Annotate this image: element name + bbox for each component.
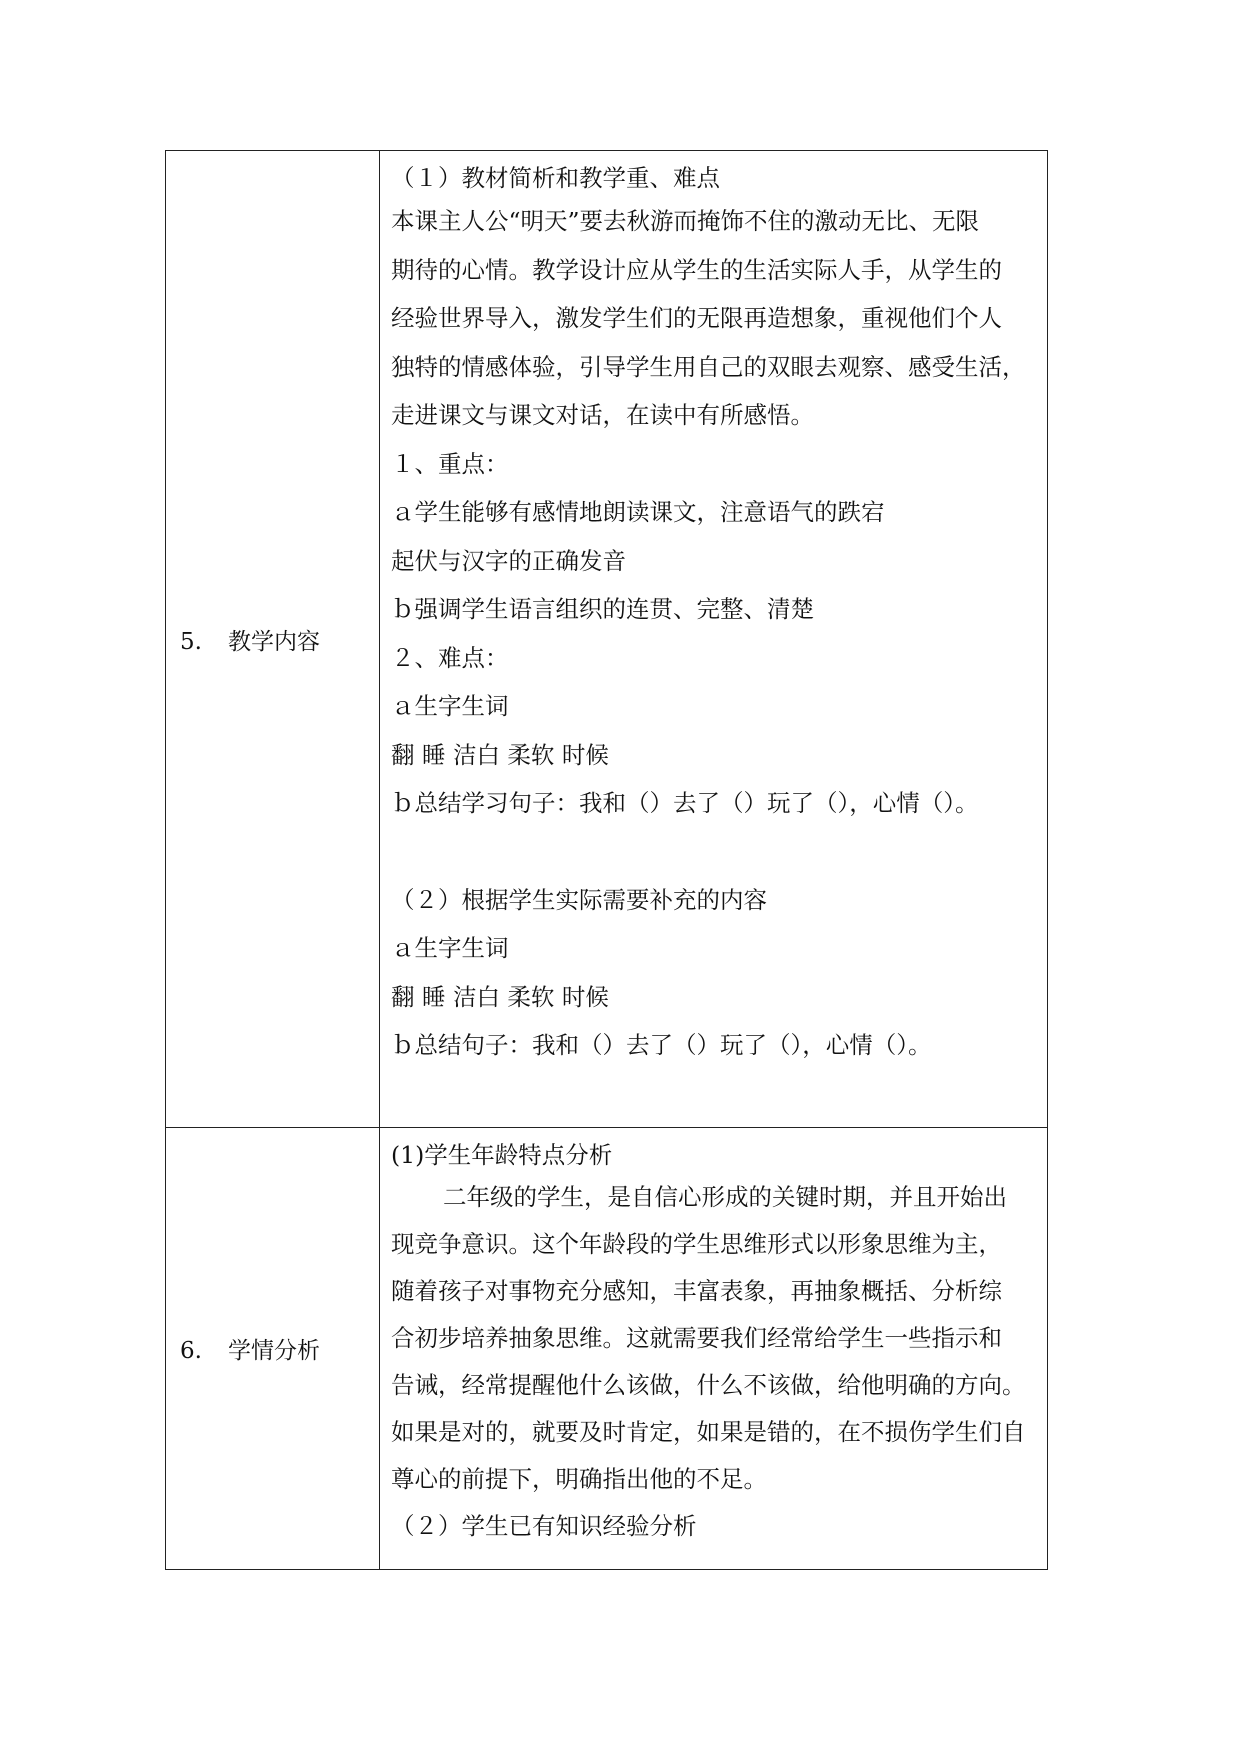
content-line: 独特的情感体验，引导学生用自己的双眼去观察、感受生活，: [391, 352, 1026, 381]
content-line: 随着孩子对事物充分感知，丰富表象，再抽象概括、分析综: [391, 1277, 1002, 1305]
row-number: 5.: [180, 628, 202, 655]
row-number: 6.: [180, 1338, 202, 1364]
row-label-teaching-content: [166, 151, 380, 1128]
content-line: ａ学生能够有感情地朗读课文，注意语气的跌宕: [391, 498, 885, 526]
row-content-teaching-content: [380, 151, 1048, 1128]
row-content-learner-analysis: [380, 1128, 1048, 1570]
content-line: 走进课文与课文对话，在读中有所感悟。: [391, 401, 814, 429]
content-line: １、重点：: [391, 449, 509, 478]
content-line: 尊心的前提下，明确指出他的不足。: [391, 1465, 767, 1493]
content-line: ａ生字生词: [391, 692, 509, 720]
content-line: 告诫，经常提醒他什么该做，什么不该做，给他明确的方向。: [391, 1371, 1026, 1399]
content-line: ｂ总结句子：我和（）去了（）玩了（），心情（）。: [391, 1031, 932, 1059]
content-line: （１）教材简析和教学重、难点: [391, 164, 720, 192]
content-line: 翻 睡 洁白 柔软 时候: [391, 740, 609, 769]
row-label-learner-analysis: [166, 1128, 380, 1570]
content-line: 经验世界导入，激发学生们的无限再造想象，重视他们个人: [391, 304, 1002, 332]
content-line: 期待的心情。教学设计应从学生的生活实际人手，从学生的: [391, 255, 1002, 284]
content-line: ｂ总结学习句子：我和（）去了（）玩了（），心情（）。: [391, 789, 979, 817]
content-line: (1)学生年龄特点分析: [391, 1141, 613, 1169]
content-line: ａ生字生词: [391, 934, 509, 962]
content-line: 合初步培养抽象思维。这就需要我们经常给学生一些指示和: [391, 1324, 1002, 1352]
content-line: 如果是对的，就要及时肯定，如果是错的，在不损伤学生们自: [391, 1418, 1026, 1446]
blank-line: [391, 828, 1037, 876]
content-line: ２、难点：: [391, 643, 509, 672]
content-line: 二年级的学生，是自信心形成的关键时期，并且开始出: [443, 1183, 1007, 1211]
content-line: 本课主人公“明天”要去秋游而掩饰不住的激动无比、无限: [391, 207, 980, 235]
content-line: ｂ强调学生语言组织的连贯、完整、清楚: [391, 595, 814, 623]
content-line: （２）根据学生实际需要补充的内容: [391, 885, 767, 914]
lesson-plan-table: [165, 150, 1048, 1570]
table-row-learner-analysis: [166, 1128, 1048, 1570]
content-line: 现竞争意识。这个年龄段的学生思维形式以形象思维为主，: [391, 1230, 1002, 1258]
table-row-teaching-content: [166, 151, 1048, 1128]
content-line: （２）学生已有知识经验分析: [391, 1512, 697, 1540]
row-title: 学情分析: [228, 1338, 320, 1364]
content-line: 翻 睡 洁白 柔软 时候: [391, 982, 609, 1011]
content-line: 起伏与汉字的正确发音: [391, 546, 626, 575]
row-title: 教学内容: [228, 628, 320, 655]
